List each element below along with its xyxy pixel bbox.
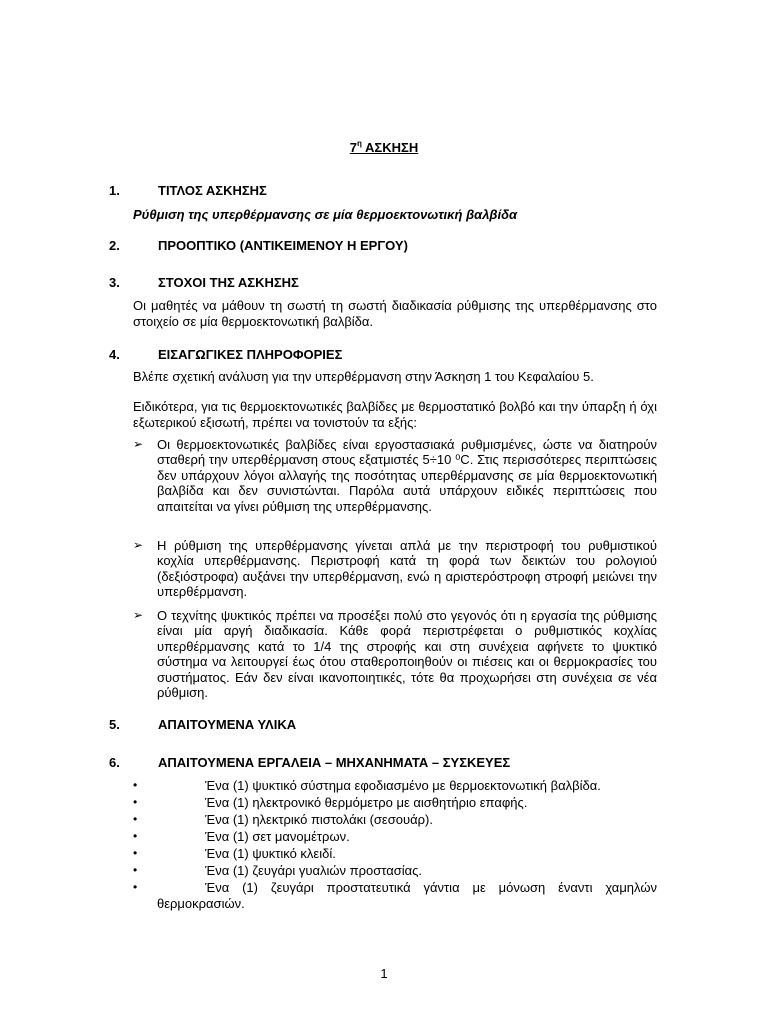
bullet-item-2: Η ρύθμιση της υπερθέρμανσης γίνεται απλά με την περιστροφή του ρυθμιστικού κοχλία υπερθέρμανσης. Περιστροφή κατά τη φορά των δεικτών του ρολογιού (δεξιόστροφα) αυξάνει την υπερθέρμανση, ενώ η αριστερόστροφη στροφή μειώνει την υπερθέρμανση. xyxy=(157,538,657,600)
section-2-number: 2. xyxy=(109,238,120,253)
section-3-text: Οι μαθητές να μάθουν τη σωστή τη σωστή διαδικασία ρύθμισης της υπερθέρμανσης στο στοιχείο σε μία θερμοεκτονωτική βαλβίδα. xyxy=(133,298,657,329)
section-4-number: 4. xyxy=(109,347,120,362)
section-4-text-1: Βλέπε σχετική ανάλυση για την υπερθέρμανση στην Άσκηση 1 του Κεφαλαίου 5. xyxy=(133,369,594,384)
section-6-number: 6. xyxy=(109,755,120,770)
tool-item-2: Ένα (1) ηλεκτρονικό θερμόμετρο με αισθητήριο επαφής. xyxy=(205,795,528,810)
section-1-heading: ΤΙΤΛΟΣ ΑΣΚΗΣΗΣ xyxy=(158,183,267,198)
page-number: 1 xyxy=(380,966,388,981)
bullet-dot-icon: • xyxy=(133,880,138,894)
tool-item-6: Ένα (1) ζευγάρι γυαλιών προστασίας. xyxy=(205,863,423,878)
bullet-item-1: Οι θερμοεκτονωτικές βαλβίδες είναι εργοστασιακά ρυθμισμένες, ώστε να διατηρούν σταθερή την υπερθέρμανση στους εξατμιστές 5÷10 ⁰C. Στις περισσότερες περιπτώσεις δεν υπάρχουν λόγοι αλλαγής της ποσότητας υπερθέρμανσης σε μία θερμοεκτονωτική βαλβίδα και δεν συνιστώνται. Παρόλα αυτά υπάρχουν ειδικές περιπτώσεις που απαιτείται να γίνει ρύθμιση της υπερθέρμανσης. xyxy=(157,437,657,514)
section-1-number: 1. xyxy=(109,183,120,198)
bullet-item-3: Ο τεχνίτης ψυκτικός πρέπει να προσέξει πολύ στο γεγονός ότι η εργασία της ρύθμισης είναι μία αργή διαδικασία. Κάθε φορά περιστρέφεται ο ρυθμιστικός κοχλίας υπερθέρμανσης κατά το 1/4 της στροφής και στη συνέχεια αφήνετε το ψυκτικό σύστημα να λειτουργεί έως ότου σταθεροποιηθούν οι πιέσεις και οι θερμοκρασίες του συστήματος. Εάν δεν είναι ικανοποιητικές, τότε θα προχωρήσει στη συνέχεια σε νέα ρύθμιση. xyxy=(157,608,657,701)
exercise-subtitle: Ρύθμιση της υπερθέρμανσης σε μία θερμοεκτονωτική βαλβίδα xyxy=(133,207,518,222)
tool-item-3: Ένα (1) ηλεκτρικό πιστολάκι (σεσουάρ). xyxy=(205,812,433,827)
bullet-dot-icon: • xyxy=(133,846,138,860)
arrow-bullet-icon: ➢ xyxy=(133,437,144,451)
bullet-dot-icon: • xyxy=(133,795,138,809)
arrow-bullet-icon: ➢ xyxy=(133,608,144,622)
bullet-dot-icon: • xyxy=(133,812,138,826)
tool-item-7: Ένα (1) ζευγάρι προστατευτικά γάντια με μόνωση έναντι χαμηλών θερμοκρασιών. xyxy=(157,880,657,911)
section-3-number: 3. xyxy=(109,275,120,290)
section-5-number: 5. xyxy=(109,717,120,732)
section-6-heading: ΑΠΑΙΤΟΥΜΕΝΑ ΕΡΓΑΛΕΙΑ – ΜΗΧΑΝΗΜΑΤΑ – ΣΥΣΚΕΥΕΣ xyxy=(158,755,511,770)
section-2-heading: ΠΡΟΟΠΤΙΚΟ (ΑΝΤΙΚΕΙΜΕΝΟΥ Η ΕΡΓΟΥ) xyxy=(158,238,408,253)
tool-item-1: Ένα (1) ψυκτικό σύστημα εφοδιασμένο με θερμοεκτονωτική βαλβίδα. xyxy=(205,778,601,793)
section-4-text-2: Ειδικότερα, για τις θερμοεκτονωτικές βαλβίδες με θερμοστατικό βολβό και την ύπαρξη ή όχι εξωτερικού εξισωτή, πρέπει να τονιστούν τα εξής: xyxy=(133,399,657,430)
section-5-heading: ΑΠΑΙΤΟΥΜΕΝΑ ΥΛΙΚΑ xyxy=(158,717,297,732)
section-4-heading: ΕΙΣΑΓΩΓΙΚΕΣ ΠΛΗΡΟΦΟΡΙΕΣ xyxy=(158,347,343,362)
bullet-dot-icon: • xyxy=(133,863,138,877)
page-title: $7^\eta$ ΑΣΚΗΣΗ xyxy=(349,139,419,155)
bullet-dot-icon: • xyxy=(133,829,138,843)
arrow-bullet-icon: ➢ xyxy=(133,538,144,552)
section-3-heading: ΣΤΟΧΟΙ ΤΗΣ ΑΣΚΗΣΗΣ xyxy=(158,275,299,290)
tool-item-5: Ένα (1) ψυκτικό κλειδί. xyxy=(205,846,336,861)
tool-item-4: Ένα (1) σετ μανομέτρων. xyxy=(205,829,350,844)
bullet-dot-icon: • xyxy=(133,778,138,792)
